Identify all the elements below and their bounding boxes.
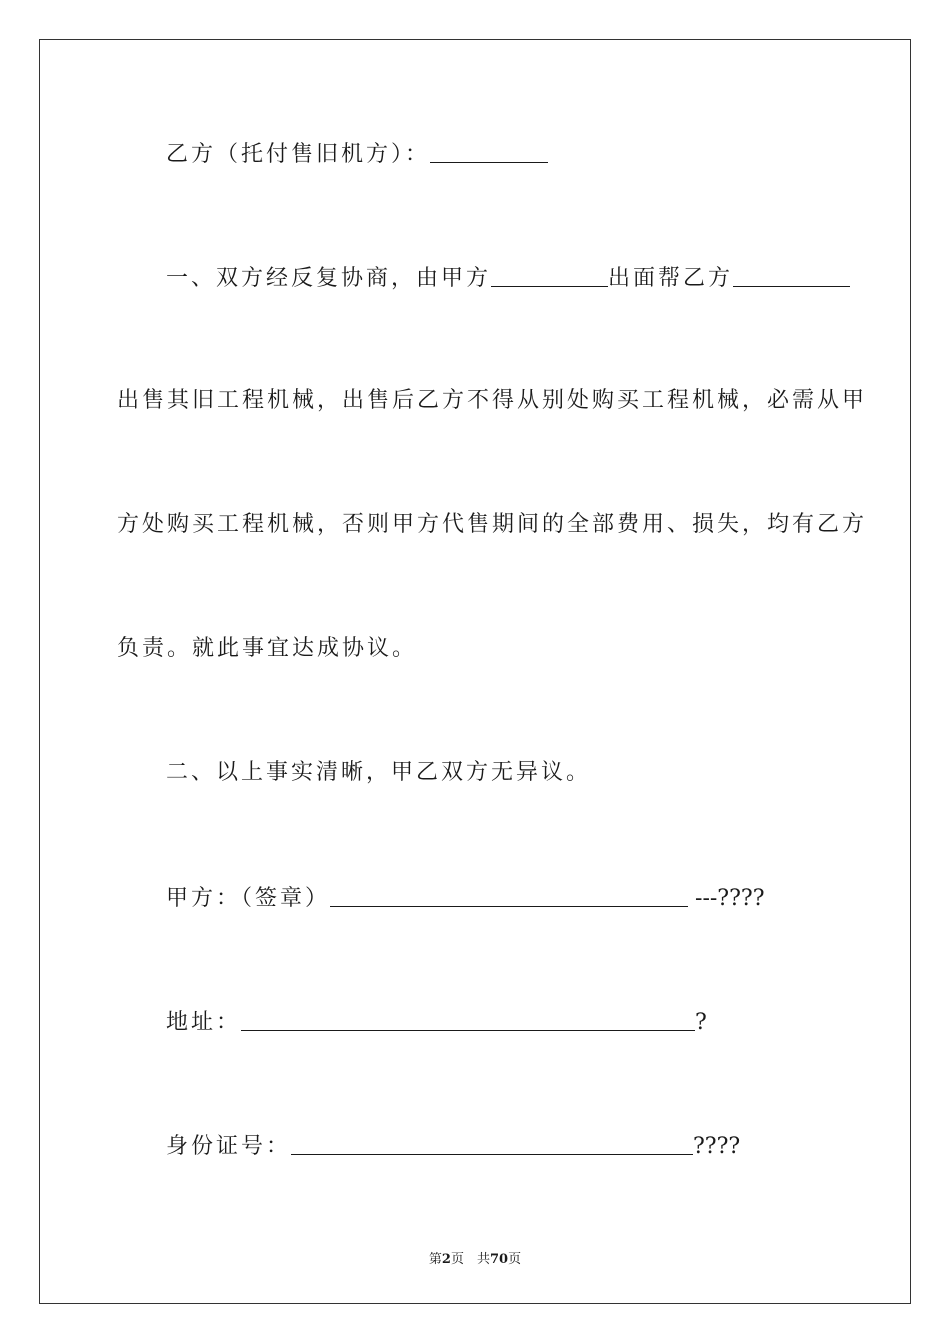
id-number-blank — [291, 1130, 693, 1155]
address-line — [166, 1006, 882, 1038]
clause1-text-a: 一、双方经反复协商，由甲方 — [166, 266, 492, 291]
clause1-line1 — [166, 262, 882, 294]
party-a-name-blank — [491, 262, 608, 287]
clause2-line: 二、以上事实清晰，甲乙双方无异议。 — [166, 760, 592, 785]
clause1-text-b: 出面帮乙方 — [608, 266, 734, 291]
party-a-sign-tail: ---???? — [688, 886, 765, 911]
page-border — [39, 39, 911, 1304]
clause1-line2: 出售其旧工程机械，出售后乙方不得从别处购买工程机械，必需从甲 — [117, 388, 868, 413]
page-suffix: 页 — [508, 1252, 522, 1267]
clause1-line4: 负责。就此事宜达成协议。 — [117, 636, 418, 661]
party-b-label: 乙方（托付售旧机方）： — [166, 142, 431, 167]
page-number-footer — [0, 1248, 950, 1267]
clause1-line3: 方处购买工程机械，否则甲方代售期间的全部费用、损失，均有乙方 — [117, 512, 868, 537]
party-b-line — [166, 138, 882, 170]
page-prefix: 第 — [428, 1252, 442, 1267]
page-current: 2 — [441, 1252, 451, 1267]
party-a-sign-blank — [330, 882, 688, 907]
id-number-tail: ???? — [693, 1134, 741, 1159]
party-b-name-blank — [733, 262, 850, 287]
party-a-sign-label: 甲方：（签章） — [166, 886, 331, 911]
id-number-line — [166, 1130, 882, 1162]
address-label: 地址： — [166, 1010, 242, 1035]
page-total: 70 — [489, 1252, 509, 1267]
party-a-sign-line — [166, 882, 882, 914]
address-blank — [241, 1006, 695, 1031]
party-b-blank — [430, 138, 548, 163]
id-number-label: 身份证号： — [166, 1134, 292, 1159]
address-tail: ? — [695, 1010, 707, 1035]
page-mid: 页 共 — [450, 1252, 490, 1267]
